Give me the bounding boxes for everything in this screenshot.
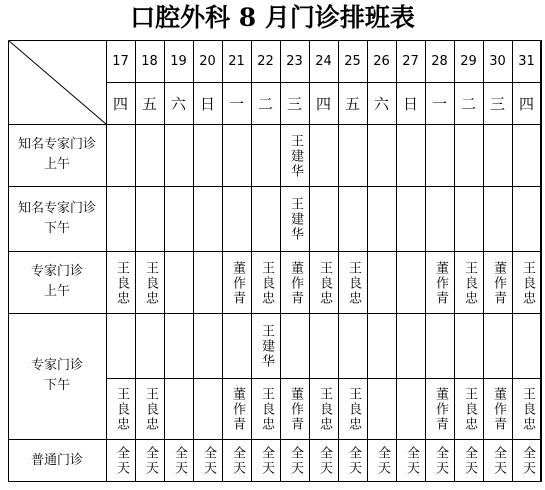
schedule-table <box>8 40 541 482</box>
weekday-cell: 一 <box>431 94 447 113</box>
all-day-entry: 全天 <box>172 446 187 476</box>
doctor-entry: 董作青 <box>433 387 448 432</box>
doctor-entry: 董作青 <box>491 260 506 306</box>
all-day-entry: 全天 <box>288 446 303 476</box>
doctor-entry: 王良忠 <box>346 387 361 432</box>
date-cell: 17 <box>112 53 129 69</box>
weekday-cell: 二 <box>257 94 273 113</box>
row-label-line: 下午 <box>43 378 70 393</box>
doctor-entry: 王良忠 <box>317 260 332 306</box>
row-label-line: 专家门诊 <box>30 358 83 373</box>
row-label <box>8 186 106 251</box>
all-day-entry: 全天 <box>375 446 390 476</box>
weekday-cell: 四 <box>112 94 128 113</box>
weekday-cell: 四 <box>315 94 331 113</box>
doctor-entry: 董作青 <box>230 260 245 306</box>
row-label-line: 专家门诊 <box>30 264 83 279</box>
all-day-entry: 全天 <box>462 446 477 476</box>
doctor-entry: 王良忠 <box>462 387 477 432</box>
weekday-cell: 六 <box>373 94 389 113</box>
all-day-entry: 全天 <box>491 446 506 476</box>
date-cell: 23 <box>286 53 303 69</box>
doctor-entry: 董作青 <box>230 387 245 432</box>
weekday-cell: 日 <box>402 94 418 113</box>
all-day-entry: 全天 <box>317 446 332 476</box>
date-cell: 28 <box>431 53 448 69</box>
doctor-entry: 董作青 <box>288 260 303 306</box>
row-label-line: 下午 <box>43 220 70 236</box>
doctor-entry: 董作青 <box>491 387 506 432</box>
doctor-entry: 王良忠 <box>317 387 332 432</box>
row-label-line: 上午 <box>43 284 70 299</box>
doctor-entry: 王良忠 <box>520 260 535 306</box>
doctor-entry: 王良忠 <box>462 260 477 306</box>
weekday-cell: 二 <box>460 94 476 113</box>
weekday-cell: 一 <box>228 94 244 113</box>
doctor-entry: 王良忠 <box>259 387 274 432</box>
all-day-entry: 全天 <box>404 446 419 476</box>
date-cell: 21 <box>228 53 245 69</box>
doctor-entry: 王良忠 <box>143 260 158 306</box>
row-label <box>8 124 106 186</box>
date-cell: 27 <box>402 53 419 69</box>
weekday-cell: 六 <box>170 94 186 113</box>
all-day-entry: 全天 <box>520 446 535 476</box>
row-label <box>8 313 106 439</box>
row-label <box>8 439 106 482</box>
doctor-entry: 王建华 <box>288 197 303 242</box>
header-diagonal <box>9 41 107 125</box>
row-label <box>8 251 106 313</box>
date-cell: 22 <box>257 53 274 69</box>
row-label-line: 知名专家门诊 <box>17 137 96 152</box>
date-cell: 18 <box>141 53 158 69</box>
date-cell: 19 <box>170 53 187 69</box>
all-day-entry: 全天 <box>259 446 274 476</box>
weekday-cell: 三 <box>489 94 505 113</box>
doctor-entry: 王建华 <box>288 133 303 179</box>
all-day-entry: 全天 <box>346 446 361 476</box>
weekday-cell: 五 <box>344 94 360 113</box>
date-cell: 31 <box>518 53 535 69</box>
date-cell: 24 <box>315 53 332 69</box>
doctor-entry: 董作青 <box>288 387 303 432</box>
weekday-cell: 三 <box>286 94 302 113</box>
date-cell: 20 <box>199 53 216 69</box>
doctor-entry: 王良忠 <box>114 387 129 432</box>
weekday-cell: 五 <box>141 94 157 113</box>
all-day-entry: 全天 <box>230 446 245 476</box>
doctor-entry: 董作青 <box>433 260 448 306</box>
all-day-entry: 全天 <box>114 446 129 476</box>
doctor-entry: 王良忠 <box>520 387 535 432</box>
date-cell: 25 <box>344 53 361 69</box>
doctor-entry: 王建华 <box>259 324 274 369</box>
row-label-line: 上午 <box>43 157 70 172</box>
doctor-entry: 王良忠 <box>143 387 158 432</box>
date-cell: 30 <box>489 53 506 69</box>
all-day-entry: 全天 <box>433 446 448 476</box>
doctor-entry: 王良忠 <box>346 260 361 306</box>
weekday-cell: 四 <box>518 94 534 113</box>
all-day-entry: 全天 <box>201 446 216 476</box>
weekday-cell: 日 <box>199 94 215 113</box>
row-label-line: 知名专家门诊 <box>17 200 96 216</box>
row-label-line: 普通门诊 <box>30 452 83 468</box>
doctor-entry: 王良忠 <box>114 260 129 306</box>
all-day-entry: 全天 <box>143 446 158 476</box>
doctor-entry: 王良忠 <box>259 260 274 306</box>
page-title: 口腔外科 8 月门诊排班表 <box>130 3 415 32</box>
date-cell: 26 <box>373 53 390 69</box>
date-cell: 29 <box>460 53 477 69</box>
